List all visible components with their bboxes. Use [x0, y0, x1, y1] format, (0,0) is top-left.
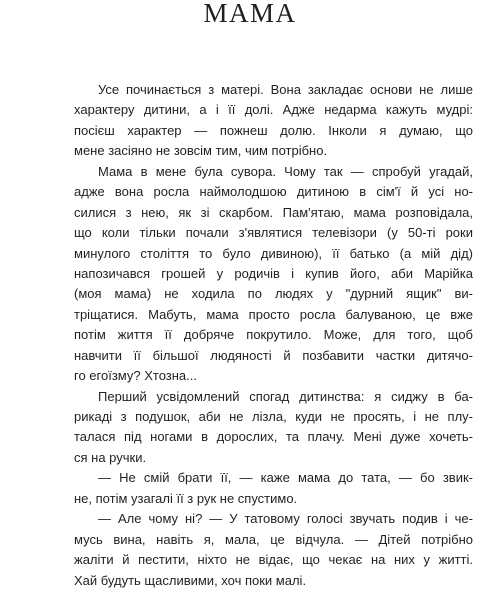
text-line: — Але чому ні? — У татовому голосі звучать подив і че- [98, 511, 473, 527]
text-line: навчити її більшої людяності й позбавити частки дитячо- [74, 347, 473, 363]
text-line: Усе починається з матері. Вона закладає основи не лише [98, 82, 473, 97]
text-line: — Не смій брати її, — каже мама до тата, — бо звик- [98, 470, 473, 486]
text-line: мусь вина, навіть я, мала, це відчула. — Дітей потрібно [74, 531, 473, 547]
text-line: Мама в мене була сувора. Чому так — спробуй угадай, [98, 163, 473, 179]
text-line: (моя мама) не ходила по людях у "дурний ящик" ви- [74, 286, 473, 302]
text-line: що коли тільки почали з'являтися телевізори (у 50-ті роки [74, 225, 473, 241]
text-line: посієш характер — пожнеш долю. Інколи я думаю, що [74, 122, 473, 138]
text-line: рикаді з подушок, аби не лізла, куди не просять, і не плу- [74, 409, 473, 424]
text-line: го егоїзму? Хтозна... [74, 368, 197, 384]
text-line: силися з нею, як зі скарбом. Пам'ятаю, мама розповідала, [74, 204, 473, 220]
text-line: адже вона росла наймолодшою дитиною в сім'ї й усі но- [74, 184, 473, 200]
chapter-title: МАМА [203, 0, 297, 28]
text-line: напозичався грошей у родичів і купив його, аби Марійка [74, 265, 473, 281]
text-line: мене засіяно не зовсім тим, чим потрібно. [74, 143, 328, 159]
text-line: Хай будуть щасливими, хоч поки малі. [74, 572, 307, 588]
text-line: тріщатися. Мабуть, мама просто росла балуваною, це вже [74, 306, 473, 322]
text-line: характеру дитини, а і її долі. Адже недарма кажуть мудрі: [74, 102, 473, 118]
chapter-body [74, 80, 473, 591]
text-line: потім життя її добряче покрутило. Може, для того, щоб [74, 327, 473, 343]
text-line: минулого століття то було дивиною), її батько (а мій дід) [74, 245, 473, 261]
text-line: Перший усвідомлений спогад дитинства: я сиджу в ба- [98, 388, 473, 404]
text-line: ся на ручки. [74, 449, 147, 465]
text-line: талася під ногами в дорослих, та плачу. Мені дуже хочеть- [74, 429, 473, 445]
text-line: не, потім узагалі її з рук не спустимо. [74, 490, 298, 506]
text-line: жаліти й пестити, ніхто не відає, що чекає на них у житті. [74, 552, 473, 568]
